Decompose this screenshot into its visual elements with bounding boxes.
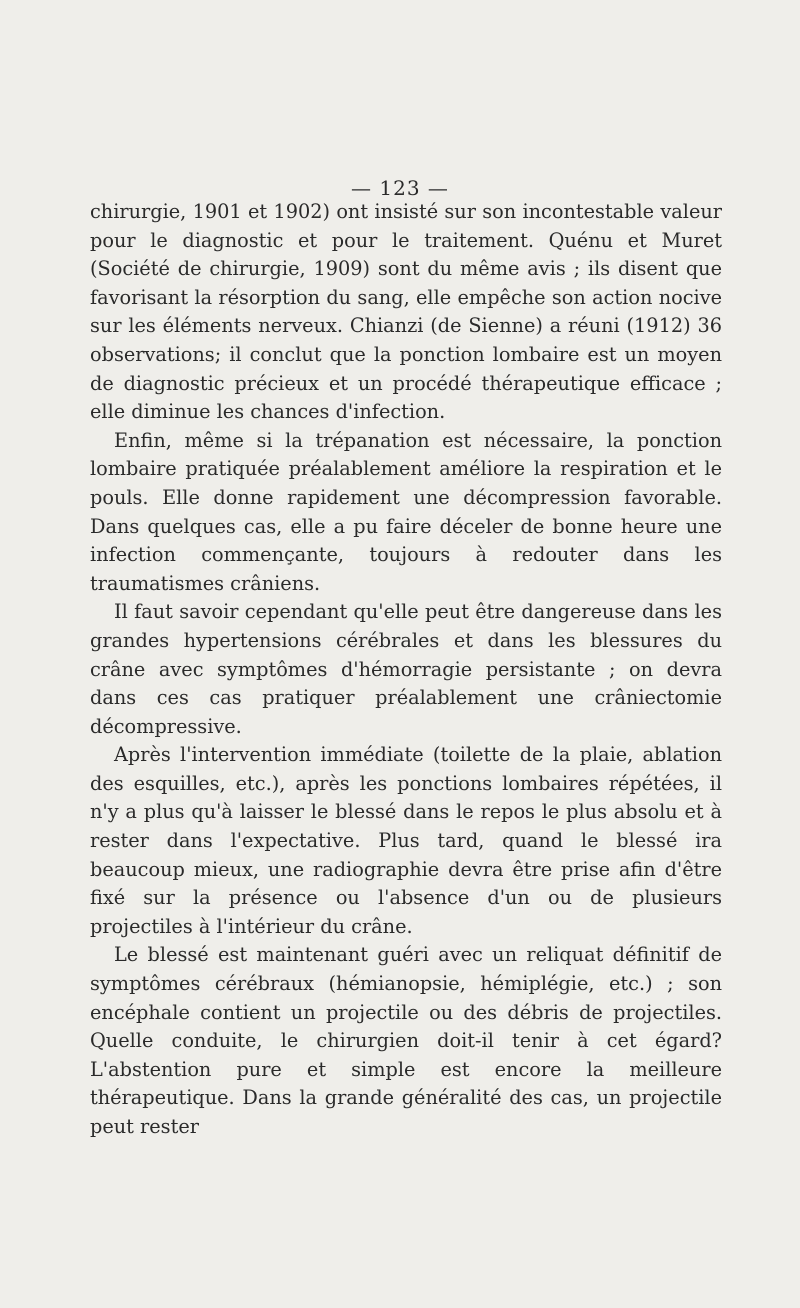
body-text: [90, 198, 722, 1142]
paragraph: Il faut savoir cependant qu'elle peut être dangereuse dans les grandes hypertensions cérébrales et dans les blessures du crâne avec symptômes d'hémorragie persistante ; on devra dans ces cas pratiquer préalablement une crâniectomie décompressive.: [90, 600, 722, 738]
paragraph: Enfin, même si la trépanation est nécessaire, la ponction lombaire pratiquée préalablement améliore la respiration et le pouls. Elle donne rapidement une décompression favorable. Dans quelques cas, elle a pu faire déceler de bonne heure une infection commençante, toujours à redouter dans les traumatismes crâniens.: [90, 428, 722, 595]
page-number: — 123 —: [351, 176, 449, 200]
paragraph: chirurgie, 1901 et 1902) ont insisté sur son incontestable valeur pour le diagnostic et pour le traitement. Quénu et Muret (Société de chirurgie, 1909) sont du même avis ; ils disent que favorisant la résorption du sang, elle empêche son action nocive sur les éléments nerveux. Chianzi (de Sienne) a réuni (1912) 36 observations; il conclut que la ponction lombaire est un moyen de diagnostic précieux et un procédé thérapeutique efficace ; elle diminue les chances d'infection.: [90, 200, 722, 424]
paragraph: Le blessé est maintenant guéri avec un reliquat définitif de symptômes cérébraux (hémianopsie, hémiplégie, etc.) ; son encéphale contient un projectile ou des débris de projectiles. Quelle conduite, le chirurgien doit-il tenir à cet égard? L'abstention pure et simple est encore la meilleure thérapeutique. Dans la grande généralité des cas, un projectile peut rester: [90, 943, 722, 1138]
paragraph: Après l'intervention immédiate (toilette de la plaie, ablation des esquilles, etc.), après les ponctions lombaires répétées, il n'y a plus qu'à laisser le blessé dans le repos le plus absolu et à rester dans l'expectative. Plus tard, quand le blessé ira beaucoup mieux, une radiographie devra être prise afin d'être fixé sur la présence ou l'absence d'un ou de plusieurs projectiles à l'intérieur du crâne.: [90, 743, 722, 938]
